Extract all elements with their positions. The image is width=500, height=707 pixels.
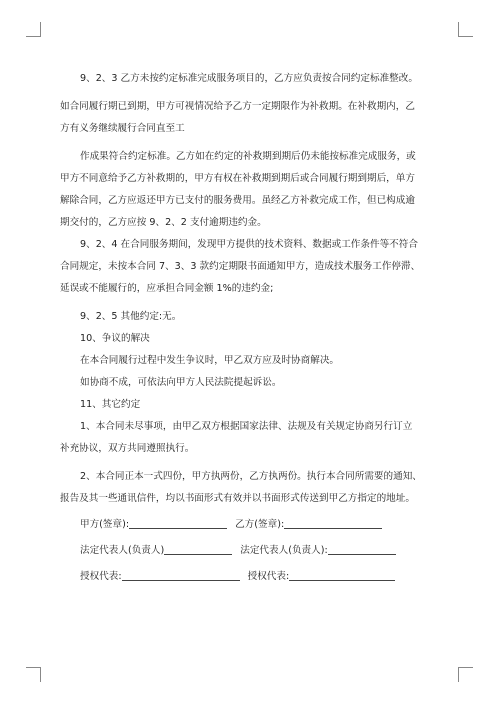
auth-rep-b-label: 授权代表: xyxy=(247,571,290,582)
auth-rep-b-signature-line[interactable] xyxy=(289,566,395,581)
paragraph-11-2: 2、本合同正本一式四份，甲方执两份，乙方执两份。执行本合同所需要的通知、 xyxy=(80,471,422,482)
party-b-label: 乙方(签章): xyxy=(235,519,285,530)
party-a-signature-line[interactable] xyxy=(129,514,227,529)
auth-rep-a-signature-line[interactable] xyxy=(122,566,240,581)
crop-mark-top-left xyxy=(26,22,41,37)
legal-rep-b-signature-line[interactable] xyxy=(328,540,396,555)
paragraph-line: 报告及其一些通讯信件，均以书面形式有效并以书面形式传送到甲乙方指定的地址。 xyxy=(60,493,415,504)
paragraph-line: 合同规定，未按本合同 7、3、3 款约定期限书面通知甲方，造成技术服务工作停滞、 xyxy=(60,261,421,272)
party-b-signature-line[interactable] xyxy=(284,514,382,529)
section-heading-11: 11、其它约定 xyxy=(80,399,141,410)
paragraph-line: 方有义务继续履行合同直至工 xyxy=(60,123,185,134)
paragraph-9-2-3: 9、2、3 乙方未按约定标准完成服务项目的，乙方应负责按合同约定标准整改。 xyxy=(80,73,418,84)
document-body xyxy=(60,68,444,588)
crop-mark-top-right xyxy=(458,22,473,37)
paragraph-line: 如合同履行期已到期，甲方可视情况给予乙方一定期限作为补救期。在补救期内，乙 xyxy=(60,101,415,112)
signature-row-legal-rep xyxy=(60,540,444,562)
paragraph-9-2-4: 9、2、4 在合同服务期间，发现甲方提供的技术资料、数据或工作条件等不符合 xyxy=(80,239,418,250)
paragraph-line: 解除合同，乙方应返还甲方已支付的服务费用。虽经乙方补救完成工作，但已构成逾 xyxy=(60,195,415,206)
legal-rep-b-label: 法定代表人(负责人): xyxy=(240,545,328,556)
paragraph-line: 补充协议，双方共同遵照执行。 xyxy=(60,443,195,454)
party-a-label: 甲方(签章): xyxy=(80,519,130,530)
paragraph-9-2-5: 9、2、5 其他约定:无。 xyxy=(80,311,182,322)
section-heading-10: 10、争议的解决 xyxy=(80,333,150,344)
legal-rep-a-signature-line[interactable] xyxy=(164,540,232,555)
signature-row-authorized-rep xyxy=(60,566,444,588)
crop-mark-bottom-right xyxy=(458,667,473,682)
legal-rep-a-label: 法定代表人(负责人) xyxy=(80,545,165,556)
paragraph-line: 如协商不成，可依法向甲方人民法院提起诉讼。 xyxy=(80,377,282,388)
paragraph-11-1: 1、本合同未尽事项，由甲乙双方根据国家法律、法规及有关规定协商另行订立 xyxy=(80,421,413,432)
paragraph-line: 延误或不能履行的，应承担合同金额 1%的违约金; xyxy=(60,283,274,294)
paragraph-line: 甲方不同意给予乙方补救期的，甲方有权在补救期到期后或合同履行期到期后，单方 xyxy=(60,173,415,184)
paragraph-line: 作成果符合约定标准。乙方如在约定的补救期到期后仍未能按标准完成服务，或 xyxy=(80,151,416,162)
paragraph-line: 期交付的，乙方应按 9、2、2 支付逾期违约金。 xyxy=(60,217,267,228)
crop-mark-bottom-left xyxy=(26,667,41,682)
auth-rep-a-label: 授权代表: xyxy=(80,571,122,582)
signature-row-parties xyxy=(60,514,444,536)
paragraph-line: 在本合同履行过程中发生争议时，甲乙双方应及时协商解决。 xyxy=(80,355,340,366)
